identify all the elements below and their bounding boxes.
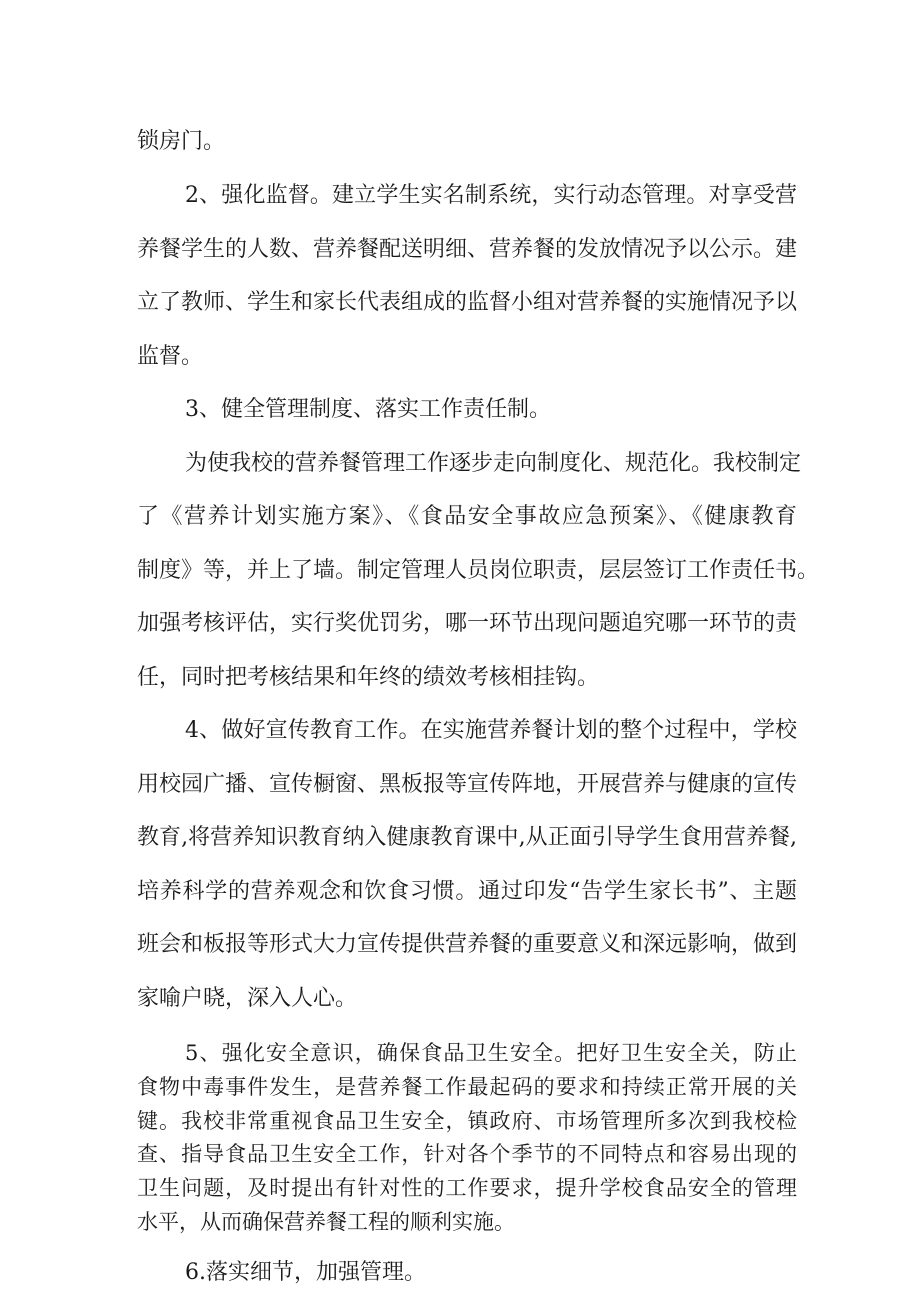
- text-line: 了《营养计划实施方案》、《食品安全事故应急预案》、《健康教育: [137, 504, 797, 529]
- text-line: 班会和板报等形式大力宣传提供营养餐的重要意义和深远影响，做到: [137, 932, 798, 957]
- text-line: 5、强化安全意识，确保食品卫生安全。把好卫生安全关，防止: [185, 1041, 797, 1065]
- text-line: 监督。: [137, 344, 204, 369]
- text-line: 3、健全管理制度、落实工作责任制。: [185, 397, 551, 422]
- text-line: 培养科学的营养观念和饮食习惯。通过印发“告学生家长书”、主题: [137, 879, 797, 904]
- text-line: 键。我校非常重视食品卫生安全，镇政府、市场管理所多次到我校检: [137, 1109, 797, 1133]
- text-line: 水平，从而确保营养餐工程的顺利实施。: [137, 1210, 515, 1234]
- text-line: 2、强化监督。建立学生实名制系统，实行动态管理。对享受营: [185, 183, 797, 208]
- text-line: 卫生问题，及时提出有针对性的工作要求，提升学校食品安全的管理: [137, 1176, 797, 1200]
- text-line: 食物中毒事件发生，是营养餐工作最起码的要求和持续正常开展的关: [137, 1075, 797, 1099]
- text-line: 为使我校的营养餐管理工作逐步走向制度化、规范化。我校制定: [185, 451, 802, 476]
- text-line: 立了教师、学生和家长代表组成的监督小组对营养餐的实施情况予以: [137, 290, 798, 315]
- text-line: 制度》等，并上了墙。制定管理人员岗位职责，层层签订工作责任书。: [137, 558, 820, 583]
- text-line: 教育,将营养知识教育纳入健康教育课中,从正面引导学生食用营养餐,: [137, 825, 797, 850]
- text-line: 查、指导食品卫生安全工作，针对各个季节的不同特点和容易出现的: [137, 1142, 797, 1166]
- text-line: 6.落实细节，加强管理。: [185, 1260, 426, 1285]
- text-line: 任，同时把考核结果和年终的绩效考核相挂钩。: [137, 665, 600, 690]
- text-line: 4、做好宣传教育工作。在实施营养餐计划的整个过程中，学校: [185, 718, 797, 743]
- text-line: 养餐学生的人数、营养餐配送明细、营养餐的发放情况予以公示。建: [137, 237, 798, 262]
- text-line: 用校园广播、宣传橱窗、黑板报等宣传阵地，开展营养与健康的宣传: [137, 772, 798, 797]
- text-line: 家喻户晓，深入人心。: [137, 986, 358, 1011]
- text-line: 加强考核评估，实行奖优罚劣，哪一环节出现问题追究哪一环节的责: [137, 611, 798, 636]
- text-line: 锁房门。: [137, 129, 226, 154]
